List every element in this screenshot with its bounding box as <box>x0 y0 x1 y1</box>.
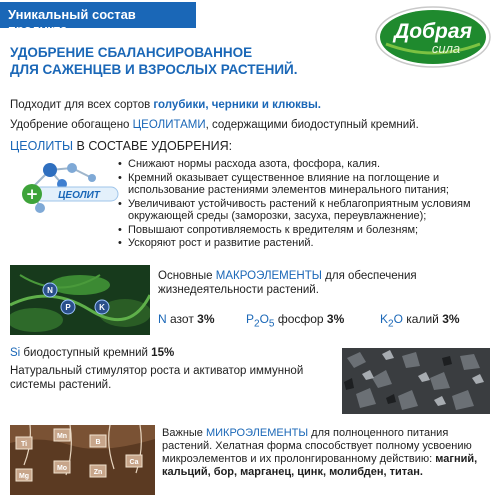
macro-title-suffix: для обеспечения жизнедеятельности растений. <box>158 270 417 296</box>
macro-photo-ball-label: P <box>65 303 71 312</box>
micro-text-body: для полноценного питания растений. Хелатная форма способствует полному усвоению микроэлементов и их пролонгированному действию: <box>162 427 472 465</box>
phosphorus-value <box>246 312 344 329</box>
silicon-symbol: Si <box>10 347 21 359</box>
zeolite-stones-photo <box>342 348 490 414</box>
zeolite-graphic-label: ЦЕОЛИТ <box>58 190 100 201</box>
nitrogen-name: азот <box>166 312 198 326</box>
brand-logo-word1: Добрая <box>394 20 472 43</box>
header-badge: Уникальный состав продукта <box>0 2 196 28</box>
soil-tile-label: Mn <box>56 433 68 440</box>
intro-line-1-highlight: голубики, черники и клюквы. <box>153 99 321 111</box>
micro-elements-soil-photo <box>10 425 155 495</box>
svg-text:+: + <box>25 185 39 203</box>
soil-tile-label: B <box>95 439 101 446</box>
micro-text-highlight: МИКРОЭЛЕМЕНТЫ <box>205 427 309 439</box>
intro-line-2 <box>10 119 419 131</box>
list-item: • Повышают сопротивляемость к вредителям и болезням; <box>118 224 488 237</box>
title-line-1: УДОБРЕНИЕ СБАЛАНСИРОВАННОЕ <box>10 45 253 60</box>
micro-text-prefix: Важные <box>162 427 206 439</box>
macro-elements-title <box>158 269 488 297</box>
intro-line-2-highlight: ЦЕОЛИТАМИ <box>132 119 206 131</box>
list-item: • Снижают нормы расхода азота, фосфора, калия. <box>118 158 488 171</box>
macro-title-highlight: МАКРОЭЛЕМЕНТЫ <box>215 270 322 282</box>
zeolite-heading-highlight: ЦЕОЛИТЫ <box>10 139 74 153</box>
potassium-name: калий <box>402 312 443 326</box>
silicon-percent: 15% <box>151 347 175 359</box>
brand-logo <box>374 4 492 70</box>
title-line-2: ДЛЯ САЖЕНЦЕВ И ВЗРОСЛЫХ РАСТЕНИЙ. <box>10 62 298 77</box>
intro-line-1 <box>10 99 321 111</box>
page-title <box>10 44 350 78</box>
potassium-symbol: $K_2O$ <box>380 312 403 330</box>
potassium-value <box>380 312 460 329</box>
nitrogen-value <box>158 312 215 326</box>
brand-logo-word2: сила <box>431 41 461 56</box>
silicon-section <box>10 346 335 392</box>
phosphorus-symbol: $P_2O_5$ <box>246 312 275 330</box>
zeolite-heading-rest: В СОСТАВЕ УДОБРЕНИЯ: <box>73 139 233 153</box>
nitrogen-percent: 3% <box>197 312 215 326</box>
list-item: • Кремний оказывает существенное влияние на поглощение и использование растениями элементов минерального питания; <box>118 172 488 197</box>
zeolite-benefits-list <box>118 158 488 251</box>
macro-photo-ball-label: N <box>47 286 53 295</box>
zeolite-molecule-graphic <box>10 158 120 220</box>
potassium-percent: 3% <box>442 312 460 326</box>
intro-line-2-prefix: Удобрение обогащено <box>10 119 133 131</box>
list-item: • Ускоряют рост и развитие растений. <box>118 237 488 250</box>
soil-tile-label: Ca <box>129 459 139 466</box>
silicon-description: Натуральный стимулятор роста и активатор иммунной системы растений. <box>10 365 304 391</box>
phosphorus-name: фосфор <box>274 312 327 326</box>
soil-tile-label: Zn <box>93 469 103 476</box>
silicon-name: биодоступный кремний <box>20 347 152 359</box>
micro-elements-text <box>162 427 492 479</box>
soil-tile-label: Ti <box>20 441 28 448</box>
macro-photo-ball-label: K <box>99 303 105 312</box>
soil-tile-label: Mg <box>18 473 30 480</box>
silicon-title <box>10 346 335 360</box>
macro-title-prefix: Основные <box>158 270 216 282</box>
soil-tile-label: Mo <box>56 465 68 472</box>
nitrogen-symbol: N <box>158 312 167 326</box>
zeolite-heading <box>10 139 232 153</box>
phosphorus-percent: 3% <box>326 312 345 326</box>
list-item: • Увеличивают устойчивость растений к неблагоприятным условиям окружающей среды (заморозки, засуха, переувлажнение); <box>118 198 488 223</box>
intro-line-2-suffix: , содержащими биодоступный кремний. <box>205 119 419 131</box>
micro-elements-list: магний, кальций, бор, марганец, цинк, молибден, титан. <box>162 453 478 478</box>
macro-elements-photo <box>10 265 150 335</box>
intro-line-1-text: Подходит для всех сортов <box>10 99 154 111</box>
